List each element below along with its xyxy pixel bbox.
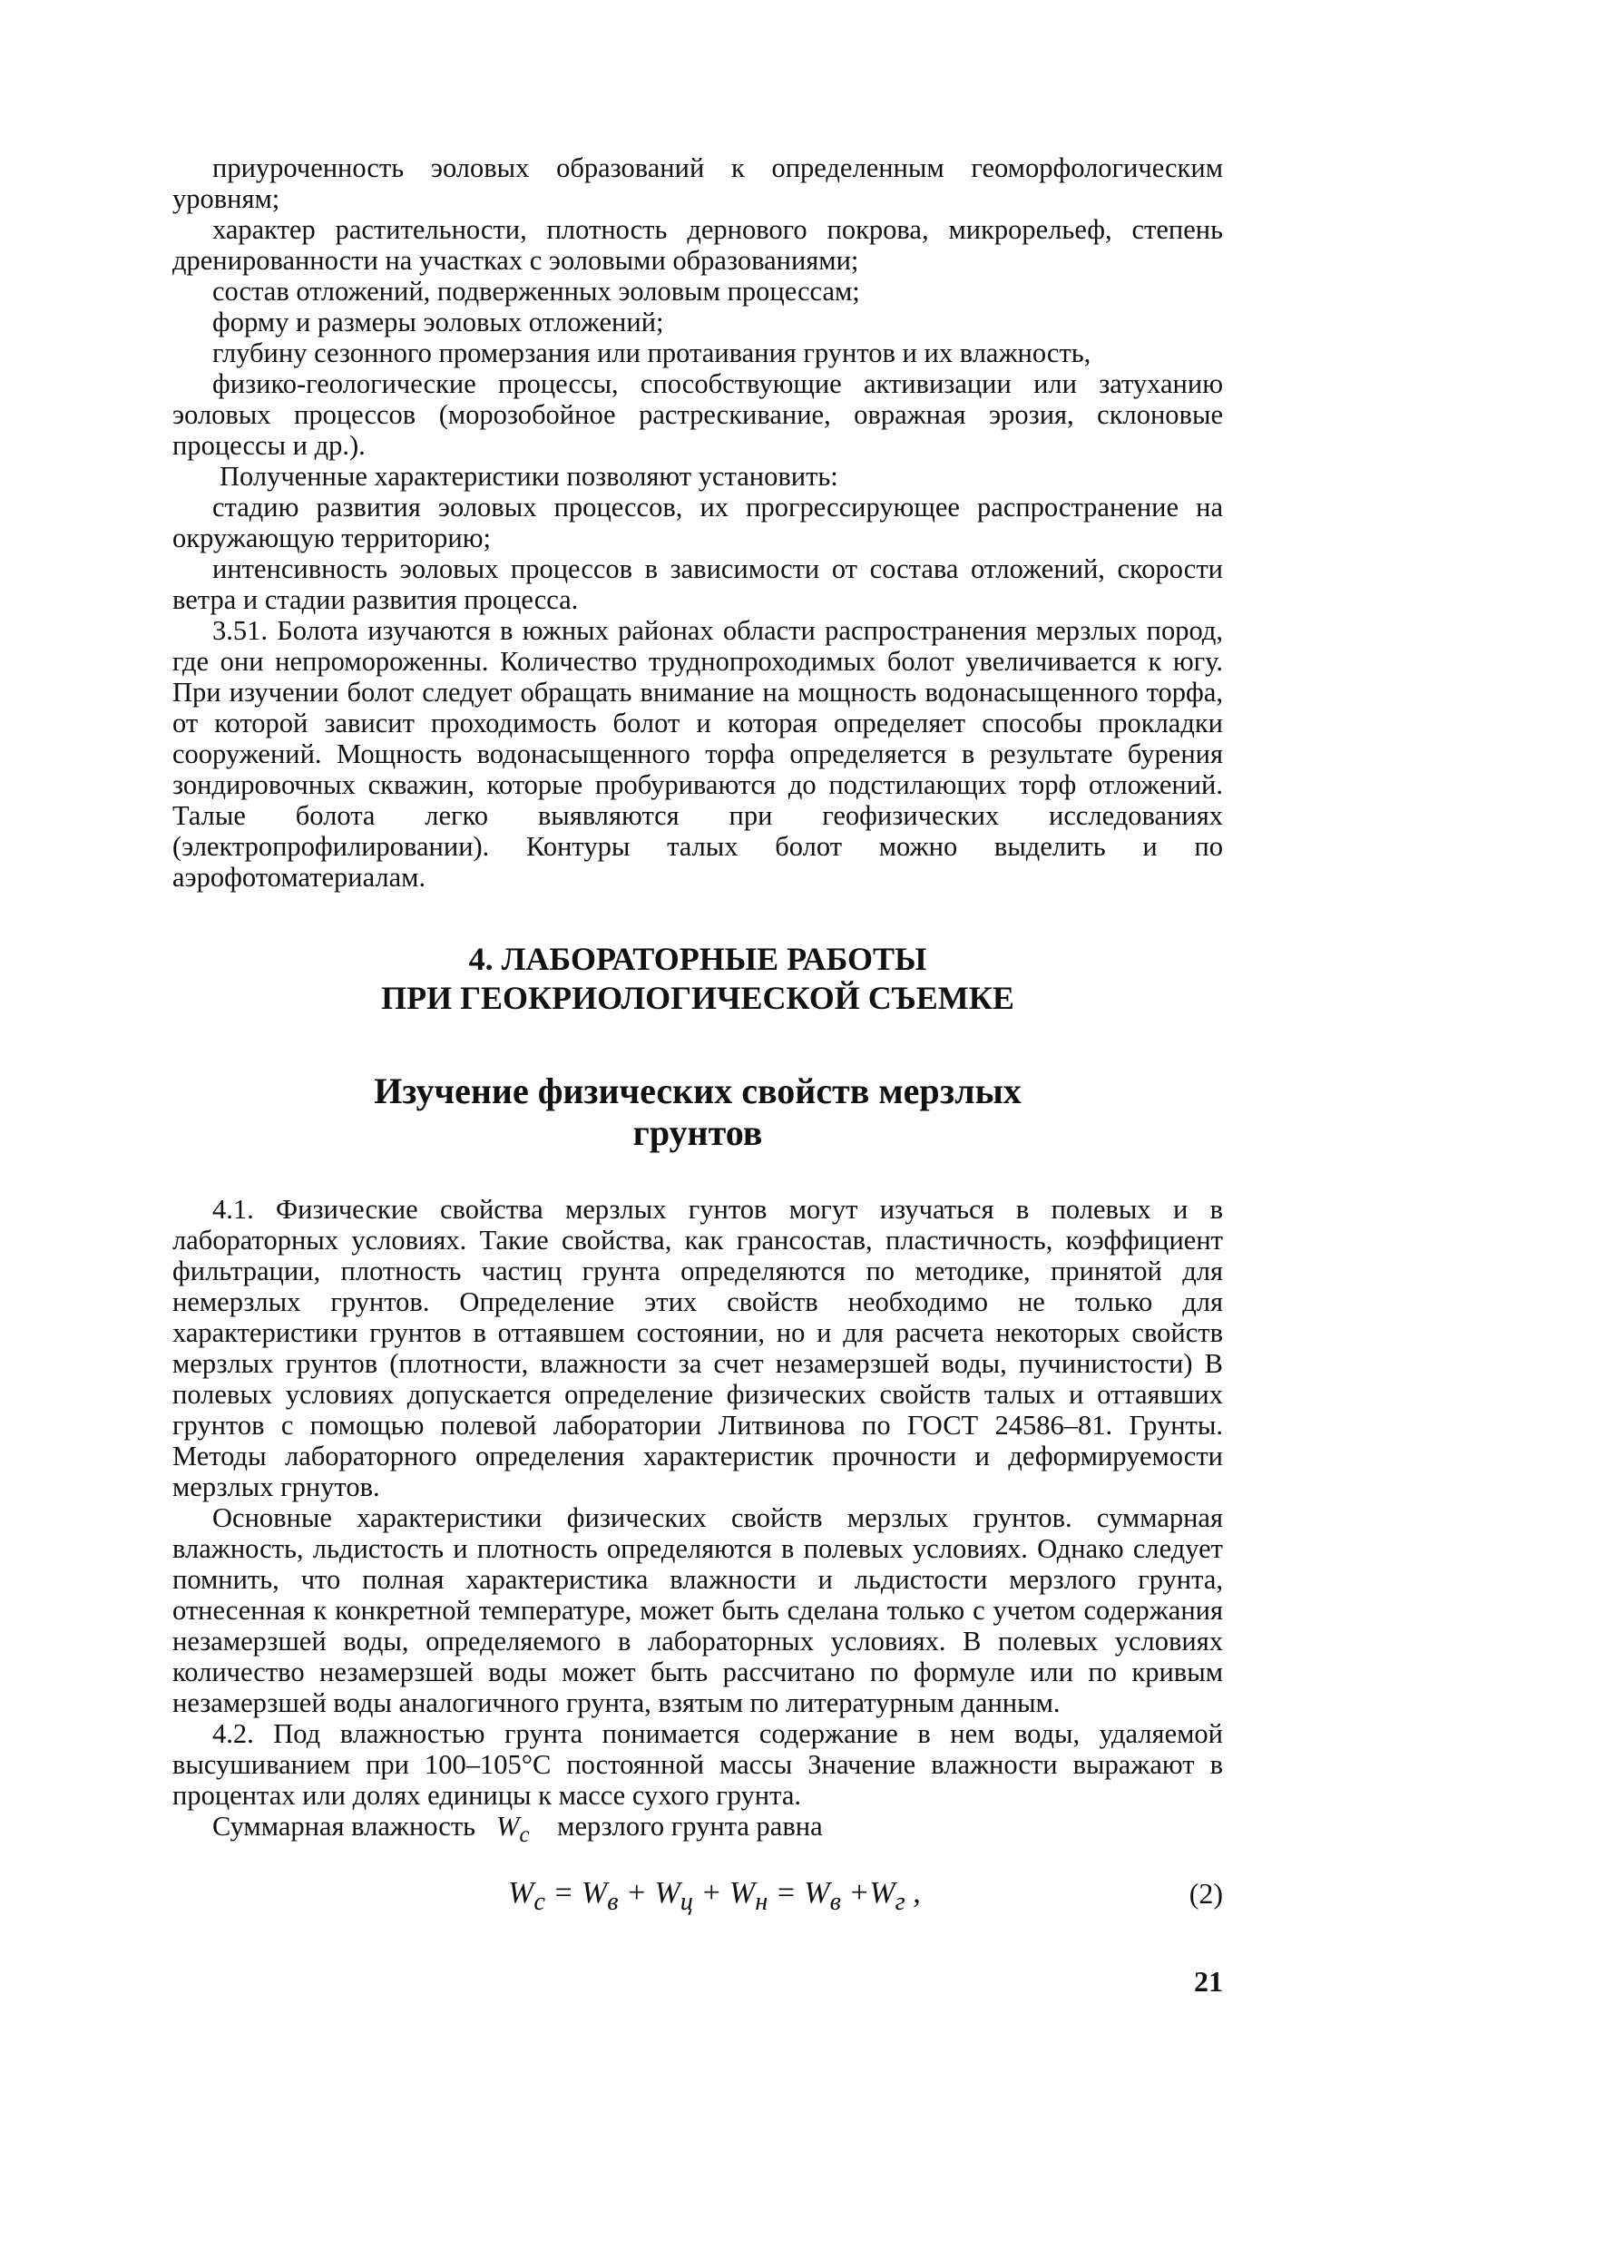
- paragraph: 4.2. Под влажностью грунта понимается содержание в нем воды, удаляемой высушиванием при 100–105°С постоянной массы Значение влажности выражают в процентах или долях единицы к массе сухого грунта.: [172, 1718, 1223, 1811]
- subsection-title-line: Изучение физических свойств мерзлых: [374, 1070, 1022, 1111]
- paragraph: интенсивность эоловых процессов в зависимости от состава отложений, скорости ветра и стадии развития процесса.: [172, 553, 1223, 615]
- variable-subscript: с: [519, 1822, 530, 1848]
- subsection-title: [172, 1070, 1223, 1154]
- paragraph: стадию развития эоловых процессов, их прогрессирующее распространение на окружающую территорию;: [172, 492, 1223, 553]
- paragraph: физико-геологические процессы, способствующие активизации или затуханию эоловых процессов (морозобойное растрескивание, овражная эрозия, склоновые процессы и др.).: [172, 368, 1223, 461]
- formula-intro-text: Суммарная влажность: [212, 1811, 476, 1842]
- paragraph: Основные характеристики физических свойств мерзлых грунтов. суммарная влажность, льдистость и плотность определяются в полевых условиях. Однако следует помнить, что полная характеристика влажности и льдистости мерзлого грунта, отнесенная к конкретной температуре, может быть сделана только с учетом содержания незамерзшей воды, определяемого в лабораторных условиях. В полевых условиях количество незамерзшей воды может быть рассчитано по формуле или по кривым незамерзшей воды аналогичного грунта, взятым по литературным данным.: [172, 1502, 1223, 1718]
- page-number: 21: [1194, 1965, 1223, 1998]
- paragraph: состав отложений, подверженных эоловым процессам;: [212, 276, 860, 307]
- equation-number: (2): [1189, 1877, 1223, 1911]
- section-title: [172, 940, 1223, 1018]
- formula-intro: [172, 1811, 1223, 1850]
- formula-intro-text: мерзлого грунта равна: [557, 1811, 823, 1842]
- formula-line: [172, 1864, 1223, 1922]
- section-title-line: 4. ЛАБОРАТОРНЫЕ РАБОТЫ: [468, 941, 927, 977]
- moisture-formula: $W_с = W_в + W_ц + W_н = W_в +W_г$ ,: [508, 1876, 921, 1916]
- paragraph: форму и размеры эоловых отложений;: [212, 307, 664, 337]
- paragraph: Полученные характеристики позволяют установить:: [220, 461, 838, 492]
- section-title-line: ПРИ ГЕОКРИОЛОГИЧЕСКОЙ СЪЕМКЕ: [381, 980, 1014, 1016]
- subsection-title-line: грунтов: [632, 1112, 763, 1153]
- paragraph: глубину сезонного промерзания или протаивания грунтов и их влажность,: [212, 337, 1091, 368]
- paragraph: 4.1. Физические свойства мерзлых гунтов могут изучаться в полевых и в лабораторных условиях. Такие свойства, как грансостав, пластичность, коэффициент фильтрации, плотность частиц грунта определяются по методике, принятой для немерзлых грунтов. Определение этих свойств необходимо не только для характеристики грунтов в оттаявшем состоянии, но и для расчета некоторых свойств мерзлых грунтов (плотности, влажности за счет незамерзшей воды, пучинистости) В полевых условиях допускается определение физических свойств талых и оттаявших грунтов с помощью полевой лаборатории Литвинова по ГОСТ 24586–81. Грунты. Методы лабораторного определения характеристик прочности и деформируемости мерзлых грнутов.: [172, 1194, 1223, 1502]
- text-block: [172, 152, 1223, 1922]
- paragraph: 3.51. Болота изучаются в южных районах области распространения мерзлых пород, где они непромороженны. Количество труднопроходимых болот увеличивается к югу. При изучении болот следует обращать внимание на мощность водонасыщенного торфа, от которой зависит проходимость болот и которая определяет способы прокладки сооружений. Мощность водонасыщенного торфа определяется в результате бурения зондировочных скважин, которые пробуриваются до подстилающих торф отложений. Талые болота легко выявляются при геофизических исследованиях (электропрофилировании). Контуры талых болот можно выделить и по аэрофотоматериалам.: [172, 615, 1223, 893]
- paragraph: характер растительности, плотность дернового покрова, микрорельеф, степень дренированности на участках с эоловыми образованиями;: [172, 214, 1223, 276]
- paragraph: приуроченность эоловых образований к определенным геоморфологическим уровням;: [172, 152, 1223, 214]
- variable-w: W: [495, 1811, 520, 1842]
